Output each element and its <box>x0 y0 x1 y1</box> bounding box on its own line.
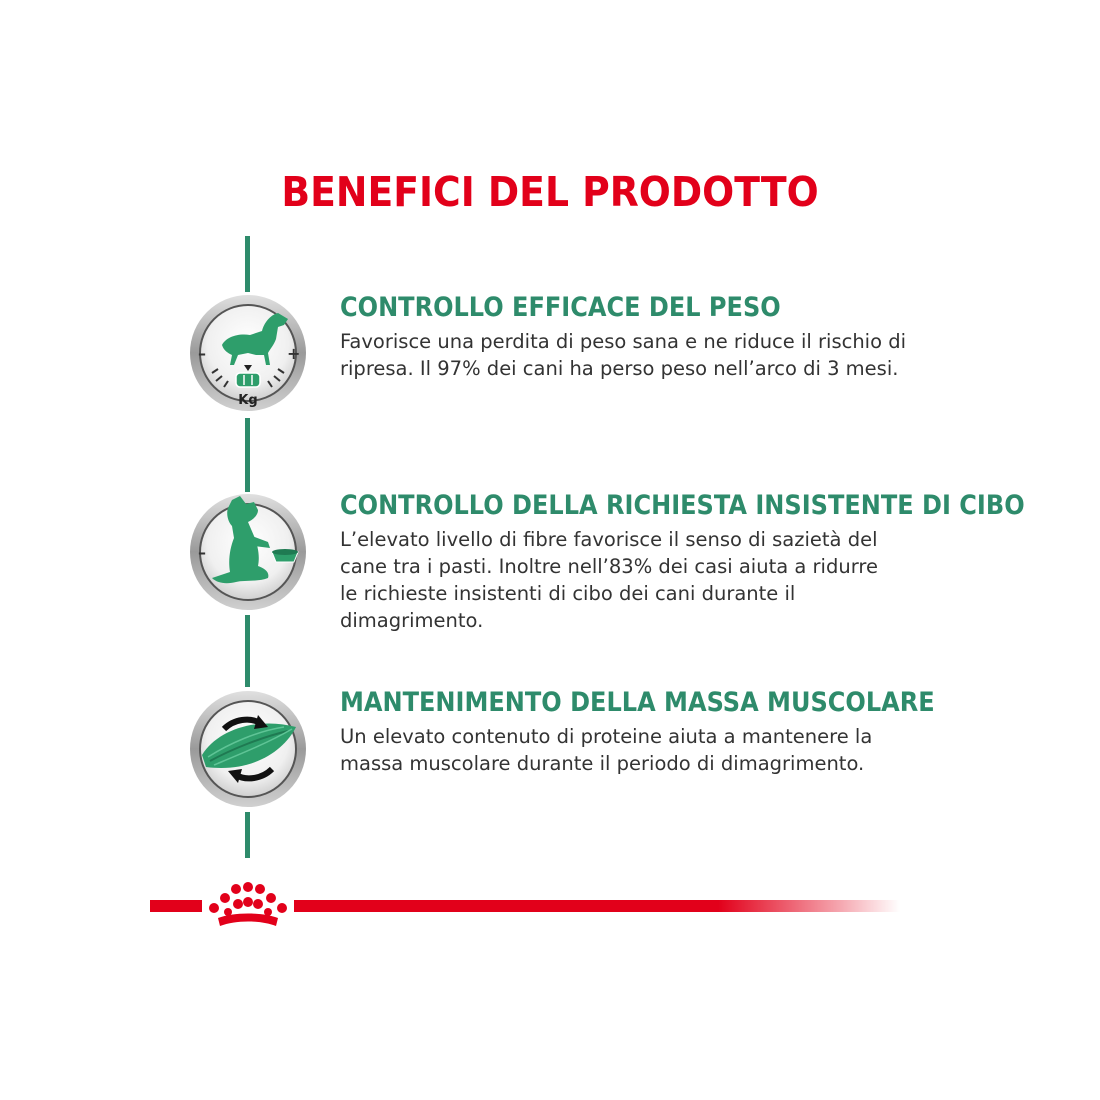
royal-canin-crown-icon <box>206 880 290 928</box>
page-title: BENEFICI DEL PRODOTTO <box>281 168 819 216</box>
benefit-title: CONTROLLO EFFICACE DEL PESO <box>340 292 781 323</box>
footer-brand-line <box>294 900 900 912</box>
svg-text:Kg: Kg <box>238 393 258 408</box>
svg-text:–: – <box>198 543 206 562</box>
benefit-description: L’elevato livello di fibre favorisce il senso di sazietà del cane tra i pasti. Inoltre nell’83% dei casi aiuta a ridurre le richieste insistenti di cibo dei cani durante il dimagrimento. <box>340 528 878 632</box>
begging-dog-icon <box>188 492 308 612</box>
benefit-item <box>340 686 960 777</box>
weight-control-dog-icon <box>188 293 308 413</box>
svg-text:–: – <box>198 344 206 363</box>
benefit-item <box>340 489 1025 634</box>
timeline-segment <box>245 236 250 292</box>
timeline-segment <box>245 812 250 858</box>
footer-brand-line <box>150 900 202 912</box>
timeline-segment <box>245 418 250 492</box>
benefit-description: Favorisce una perdita di peso sana e ne riduce il rischio di ripresa. Il 97% dei cani ha perso peso nell’arco di 3 mesi. <box>340 330 907 380</box>
benefit-title: MANTENIMENTO DELLA MASSA MUSCOLARE <box>340 687 935 718</box>
benefit-item <box>340 291 960 382</box>
muscle-mass-icon <box>188 689 308 809</box>
timeline-segment <box>245 615 250 687</box>
benefit-title: CONTROLLO DELLA RICHIESTA INSISTENTE DI CIBO <box>340 490 1025 521</box>
svg-text:+: + <box>287 344 301 363</box>
benefit-description: Un elevato contenuto di proteine aiuta a mantenere la massa muscolare durante il periodo di dimagrimento. <box>340 725 873 775</box>
